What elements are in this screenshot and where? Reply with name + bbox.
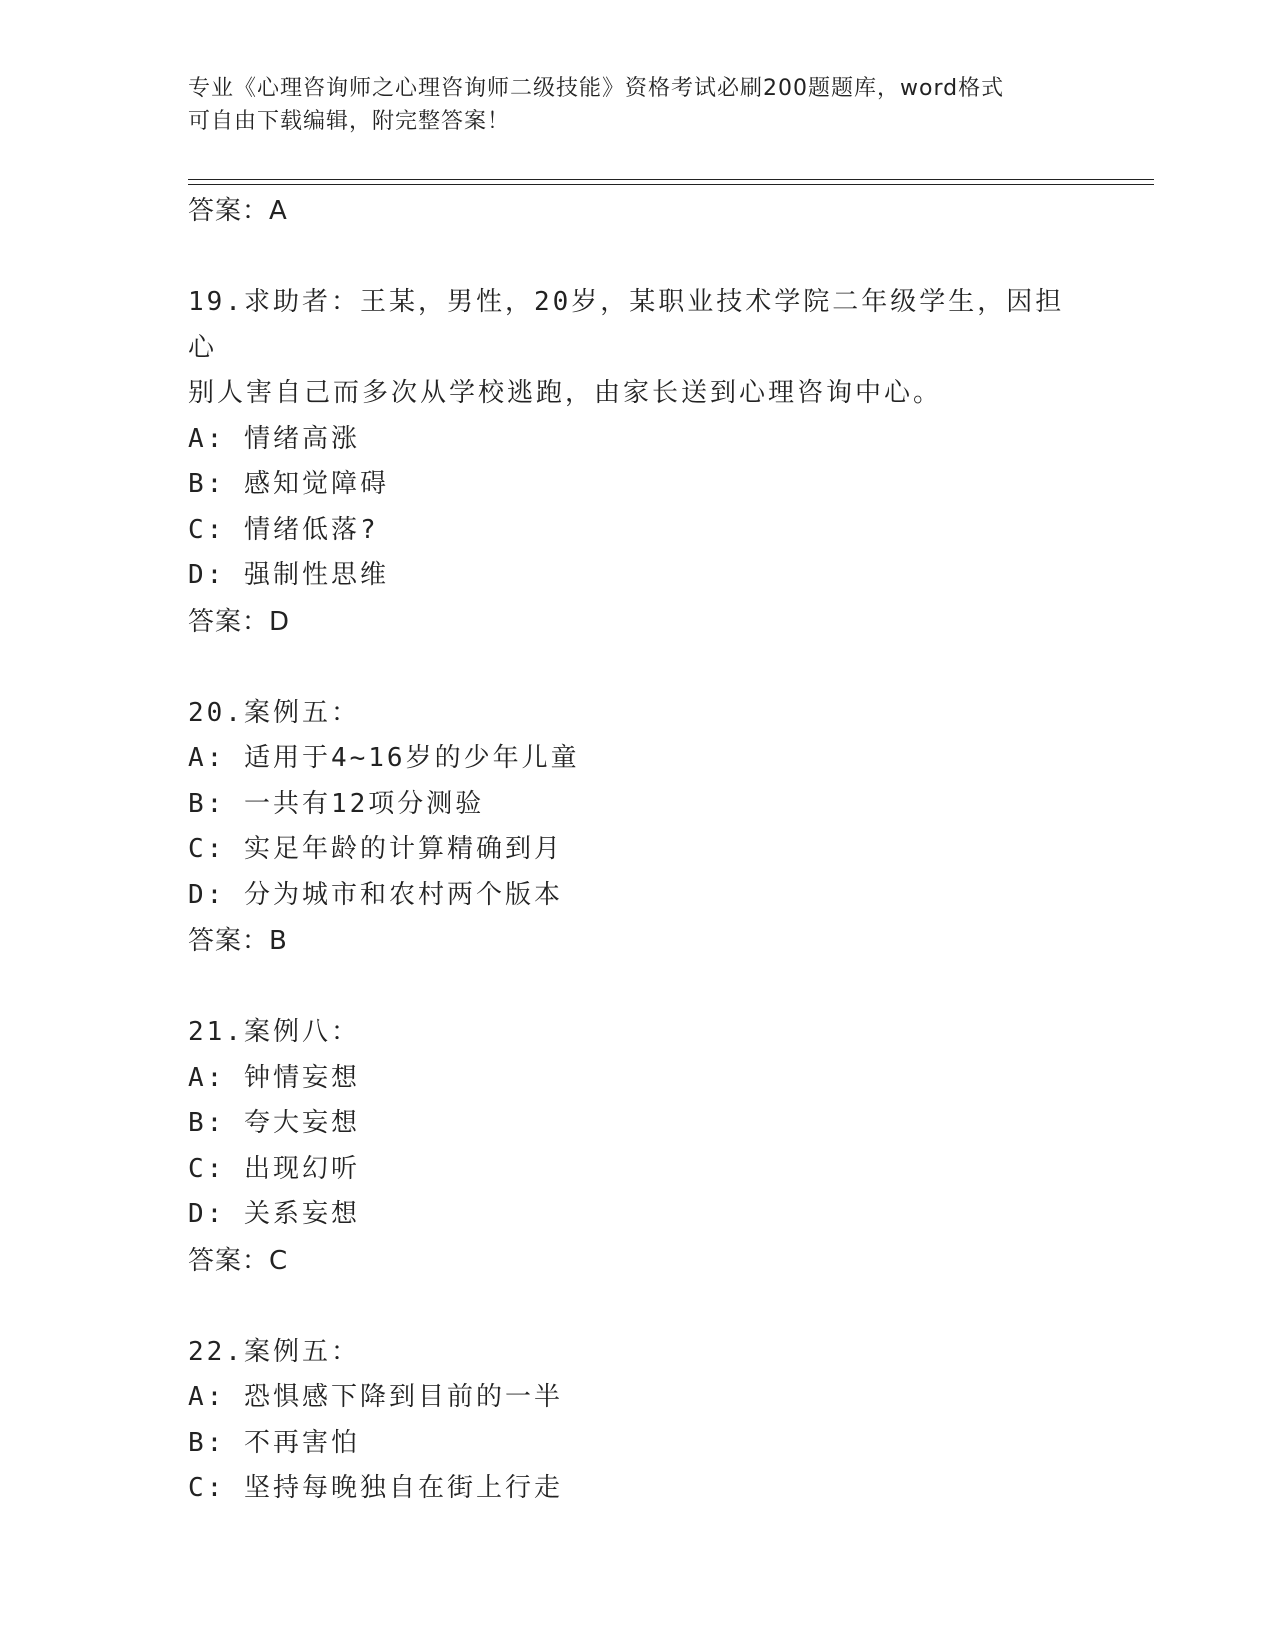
document-header bbox=[188, 72, 1088, 138]
question-20 bbox=[188, 691, 1088, 965]
option-a: A: 钟情妄想 bbox=[188, 1062, 360, 1093]
header-rule-top bbox=[188, 179, 1154, 180]
option-a: A: 恐惧感下降到目前的一半 bbox=[188, 1382, 563, 1412]
option-d: D: 强制性思维 bbox=[188, 560, 389, 590]
question-text: 19.求助者：王某，男性，20岁，某职业技术学院二年级学生，因担心 bbox=[188, 287, 1065, 363]
option-b: B: 感知觉障碍 bbox=[188, 469, 389, 499]
header-line-2: 可自由下载编辑，附完整答案！ bbox=[188, 109, 511, 134]
answer: 答案：D bbox=[188, 606, 291, 637]
option-d: D: 关系妄想 bbox=[188, 1199, 360, 1229]
question-19 bbox=[188, 280, 1088, 645]
option-a: A: 适用于4~16岁的少年儿童 bbox=[188, 743, 580, 773]
option-b: B: 夸大妄想 bbox=[188, 1108, 360, 1138]
question-21 bbox=[188, 1010, 1088, 1284]
option-c: C: 出现幻听 bbox=[188, 1153, 360, 1184]
question-list bbox=[188, 188, 1088, 1512]
option-c: C: 实足年龄的计算精确到月 bbox=[188, 834, 563, 864]
header-line-1: 专业《心理咨询师之心理咨询师二级技能》资格考试必刷200题题库，word格式 bbox=[188, 76, 1005, 101]
option-c: C: 情绪低落? bbox=[188, 514, 379, 545]
answer: 答案：C bbox=[188, 1245, 289, 1276]
option-b: B: 不再害怕 bbox=[188, 1427, 360, 1458]
question-text: 别人害自己而多次从学校逃跑，由家长送到心理咨询中心。 bbox=[188, 378, 943, 408]
option-b: B: 一共有12项分测验 bbox=[188, 788, 485, 819]
option-a: A: 情绪高涨 bbox=[188, 423, 360, 454]
question-text: 21.案例八： bbox=[188, 1017, 360, 1047]
header-rule-bottom bbox=[188, 184, 1154, 185]
previous-answer: 答案：A bbox=[188, 196, 288, 226]
question-text: 22.案例五： bbox=[188, 1336, 360, 1367]
question-text: 20.案例五： bbox=[188, 697, 360, 728]
question-22 bbox=[188, 1330, 1088, 1512]
option-d: D: 分为城市和农村两个版本 bbox=[188, 879, 563, 910]
option-c: C: 坚持每晚独自在街上行走 bbox=[188, 1473, 563, 1503]
answer: 答案：B bbox=[188, 926, 288, 956]
